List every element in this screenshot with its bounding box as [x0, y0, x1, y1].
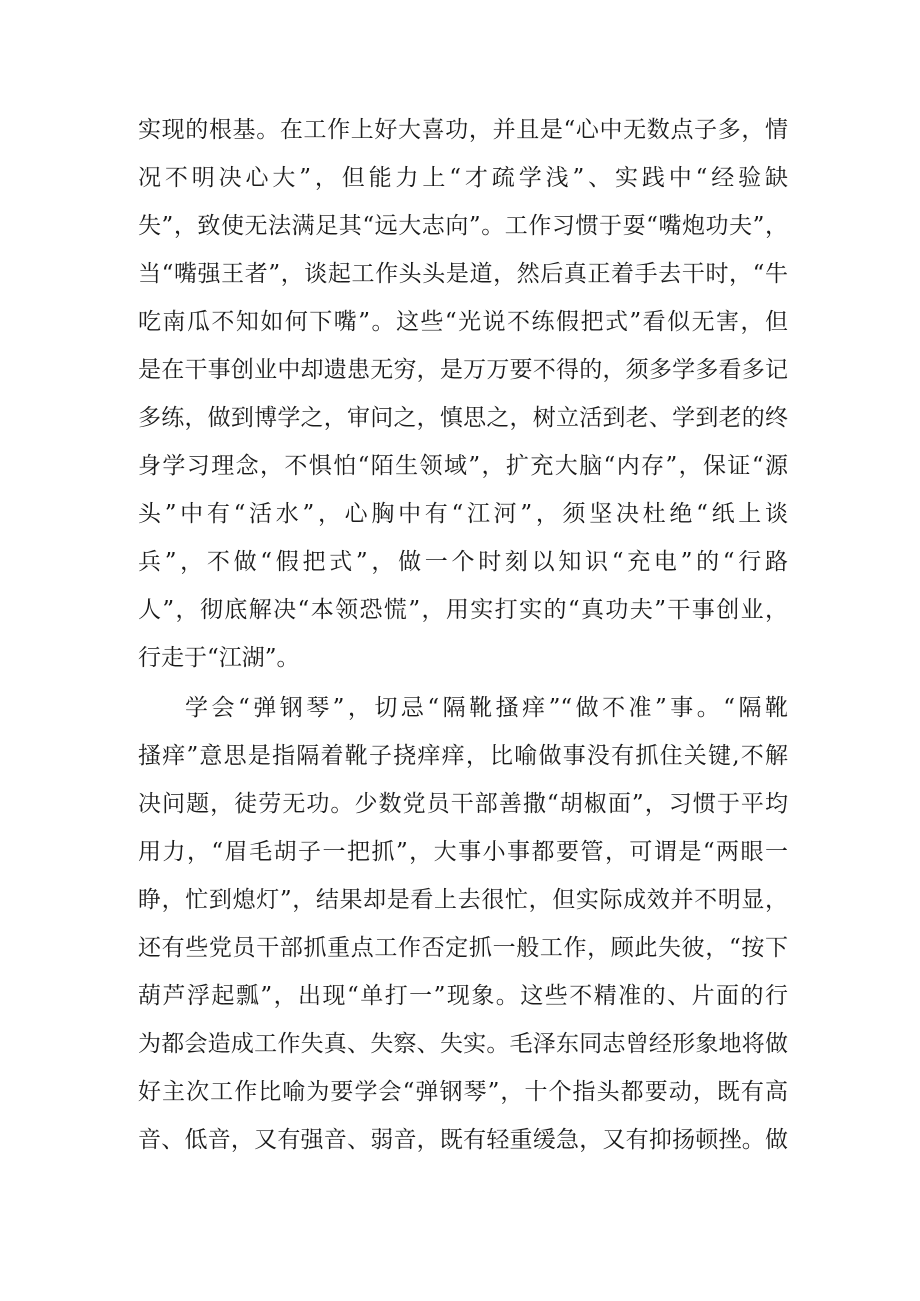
- text-line: 实现的根基。在工作上好大喜功，并且是“心中无数点子多，情: [138, 117, 788, 143]
- text-line: 音、低音，又有强音、弱音，既有轻重缓急，又有抑扬顿挫。做: [138, 1127, 788, 1153]
- text-line: 搔痒”意思是指隔着靴子挠痒痒，比喻做事没有抓住关键,不解: [138, 743, 788, 769]
- text-line: 兵”，不做“假把式”，做一个时刻以知识“充电”的“行路: [138, 549, 788, 575]
- text-line: 头”中有“活水”，心胸中有“江河”，须坚决杜绝“纸上谈: [138, 501, 788, 527]
- text-line: 吃南瓜不知如何下嘴”。这些“光说不练假把式”看似无害，但: [138, 309, 788, 335]
- text-line: 是在干事创业中却遗患无穷，是万万要不得的，须多学多看多记: [138, 357, 788, 383]
- text-line: 多练，做到博学之，审问之，慎思之，树立活到老、学到老的终: [138, 405, 788, 431]
- text-line: 用力，“眉毛胡子一把抓”，大事小事都要管，可谓是“两眼一: [138, 839, 788, 865]
- text-line: 还有些党员干部抓重点工作否定抓一般工作，顾此失彼，“按下: [138, 935, 788, 961]
- text-line: 为都会造成工作失真、失察、失实。毛泽东同志曾经形象地将做: [138, 1031, 788, 1057]
- text-line: 行走于“江湖”。: [138, 645, 300, 671]
- text-line: 况不明决心大”，但能力上“才疏学浅”、实践中“经验缺: [138, 165, 788, 191]
- text-line: 失”，致使无法满足其“远大志向”。工作习惯于耍“嘴炮功夫”，: [138, 213, 788, 239]
- text-line: 人”，彻底解决“本领恐慌”，用实打实的“真功夫”干事创业，: [138, 597, 788, 623]
- text-line: 身学习理念，不惧怕“陌生领域”，扩充大脑“内存”，保证“源: [138, 453, 788, 479]
- text-line: 睁，忙到熄灯”，结果却是看上去很忙，但实际成效并不明显，: [138, 887, 788, 913]
- text-line: 好主次工作比喻为要学会“弹钢琴”，十个指头都要动，既有高: [138, 1079, 788, 1105]
- text-line: 当“嘴强王者”，谈起工作头头是道，然后真正着手去干时，“牛: [138, 261, 788, 287]
- text-line: 决问题，徒劳无功。少数党员干部善撒“胡椒面”，习惯于平均: [138, 791, 788, 817]
- paragraph-first-line: 学会“弹钢琴”，切忌“隔靴搔痒”“做不准”事。“隔靴: [185, 695, 788, 721]
- text-line: 葫芦浮起瓢”，出现“单打一”现象。这些不精准的、片面的行: [138, 983, 788, 1009]
